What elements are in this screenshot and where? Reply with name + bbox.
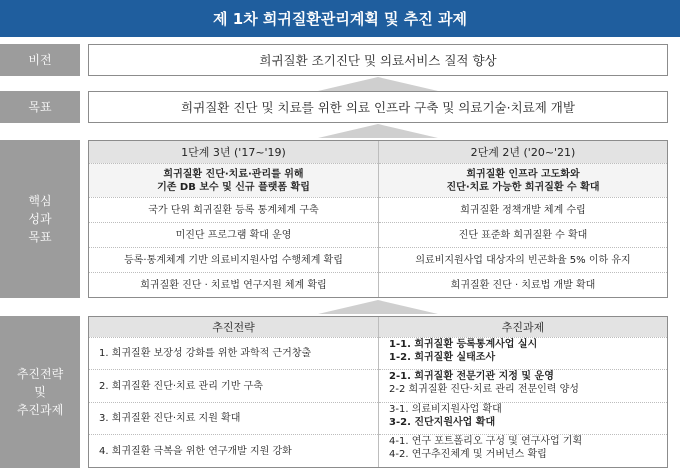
task-item: 3-2. 진단지원사업 확대 <box>389 417 496 428</box>
goal-box: 희귀질환 진단 및 치료를 위한 의료 인프라 구축 및 의료기술·치료제 개발 <box>88 91 668 123</box>
strategy-label-line: 및 <box>34 385 46 399</box>
task-item: 2-1. 희귀질환 전문기관 지정 및 운영 <box>389 371 554 382</box>
summary-line: 희귀질환 진단·치료·관리를 위해 <box>163 168 304 180</box>
core-label-line: 성과 <box>28 212 52 226</box>
task-item: 4-2. 연구추진체계 및 거버넌스 확립 <box>389 449 547 460</box>
summary-line: 희귀질환 인프라 고도화와 <box>466 168 580 180</box>
task-item: 1-2. 희귀질환 실태조사 <box>389 352 496 363</box>
strategy-item: 2. 희귀질환 진단·치료 관리 기반 구축 <box>89 369 378 402</box>
task-item: 1-1. 희귀질환 등록통계사업 실시 <box>389 339 538 350</box>
phase2-header: 2단계 2년 ('20~'21) <box>379 141 667 163</box>
task-cell <box>379 337 667 369</box>
phase2-summary <box>379 163 667 197</box>
tasks-column-header: 추진과제 <box>379 317 667 337</box>
task-cell <box>379 402 667 434</box>
task-item: 3-1. 의료비지원사업 확대 <box>389 404 502 415</box>
phase1-item: 희귀질환 진단 · 치료법 연구지원 체계 확립 <box>89 272 378 297</box>
goal-label: 목표 <box>0 91 80 123</box>
up-arrow-icon <box>318 124 438 138</box>
task-cell <box>379 369 667 402</box>
vision-label: 비전 <box>0 44 80 76</box>
task-cell <box>379 434 667 467</box>
strategy-item: 1. 희귀질환 보장성 강화를 위한 과학적 근거창출 <box>89 337 378 369</box>
phase2-item: 의료비지원사업 대상자의 빈곤화율 5% 이하 유지 <box>379 247 667 272</box>
phase1-summary <box>89 163 378 197</box>
strategy-table <box>88 316 668 468</box>
phase1-item: 미진단 프로그램 확대 운영 <box>89 222 378 247</box>
strategy-label-line: 추진전략 <box>16 367 64 381</box>
page-title: 제 1차 희귀질환관리계획 및 추진 과제 <box>0 0 680 37</box>
phase1-item: 국가 단위 희귀질환 등록 통계체계 구축 <box>89 197 378 222</box>
phase2-item: 희귀질환 진단 · 치료법 개발 확대 <box>379 272 667 297</box>
phase2-item: 진단 표준화 희귀질환 수 확대 <box>379 222 667 247</box>
task-item: 2-2 희귀질환 진단·치료 관리 전문인력 양성 <box>389 384 579 395</box>
core-label-line: 목표 <box>28 230 52 244</box>
strategy-column-header: 추진전략 <box>89 317 378 337</box>
core-label-line: 핵심 <box>28 194 52 208</box>
summary-line: 진단·치료 가능한 희귀질환 수 확대 <box>446 181 600 193</box>
phase1-header: 1단계 3년 ('17~'19) <box>89 141 378 163</box>
vision-box: 희귀질환 조기진단 및 의료서비스 질적 향상 <box>88 44 668 76</box>
up-arrow-icon <box>318 77 438 91</box>
core-table <box>88 140 668 298</box>
phase2-item: 희귀질환 정책개발 체계 수립 <box>379 197 667 222</box>
phase1-item: 등록·통계체계 기반 의료비지원사업 수행체계 확립 <box>89 247 378 272</box>
summary-line: 기존 DB 보수 및 신규 플랫폼 확립 <box>157 181 310 193</box>
strategy-item: 4. 희귀질환 극복을 위한 연구개발 지원 강화 <box>89 434 378 467</box>
strategy-label <box>0 316 80 468</box>
core-label <box>0 140 80 298</box>
strategy-label-line: 추진과제 <box>16 403 64 417</box>
strategy-item: 3. 희귀질환 진단·치료 지원 확대 <box>89 402 378 434</box>
up-arrow-icon <box>318 300 438 314</box>
task-item: 4-1. 연구 포트폴리오 구성 및 연구사업 기획 <box>389 436 583 447</box>
